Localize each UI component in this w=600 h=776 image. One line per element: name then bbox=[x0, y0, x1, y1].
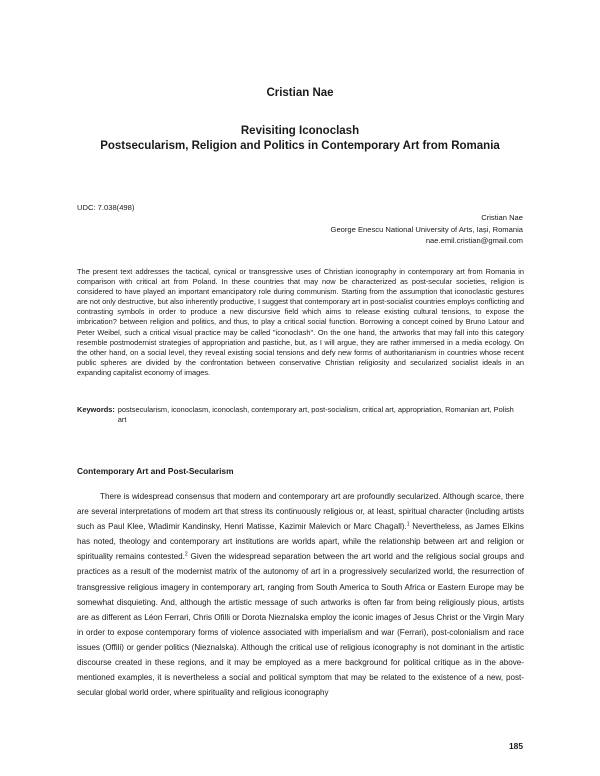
keywords bbox=[77, 405, 524, 425]
body-paragraph-part-1: There is widespread consensus that modern and contemporary art are profoundly secularized. Although scarce, there are several interpretations of modern art that stress its continuously religious or, at least, spiritual character (including artists such as Paul Klee, Wladimir Kandinsky, Henri Matisse, Kazimir Malevich or Marc Chagall). bbox=[77, 492, 524, 532]
abstract bbox=[77, 267, 524, 378]
title-line-2: Postsecularism, Religion and Politics in Contemporary Art from Romania bbox=[100, 140, 500, 152]
section-heading: Contemporary Art and Post-Secularism bbox=[77, 466, 234, 476]
body-paragraph-part-3: Given the widespread separation between the art world and the religious social groups and practices as a result of the modernist matrix of the autonomy of art in a progressively secularized world, the resurrection of transgressive religious imagery in contemporary art, ranging from South America to South Africa or Eastern Europe may be somewhat disquieting. And, although the artistic message of such artworks is often far from being religiously pious, artists are as different as Léon Ferrari, Chris Ofilli or Dorota Nieznalska employ the iconic images of Jesus Christ or the Virgin Mary in order to expose contemporary forms of violence associated with imperialism and war (Ferrari), post-colonialism and race issues (Offili) or gender politics (Nieznalska). Although the critical use of religious iconography is not dominant in the artistic discourse created in these regions, and it may be employed as a mere background for political critique as in the above-mentioned examples, it is nevertheless a social and political symptom that may be related to the existence of a new, post-secular global world order, where spirituality and religious iconography bbox=[77, 552, 524, 698]
footnote-ref-2: 2 bbox=[184, 551, 188, 558]
affiliation-institution: George Enescu National University of Arts, Iași, Romania bbox=[330, 224, 523, 234]
footnote-ref-1: 1 bbox=[406, 521, 410, 528]
abstract-text: The present text addresses the tactical, cynical or transgressive uses of Christian iconography in contemporary art from Romania in comparison with critical art from Poland. In these countries that may now be characterized as post-secular societies, religion is considered to have played an important emancipatory role during communism. Starting from the assumption that iconoclastic gestures are not only destructive, but also inherently productive, I suggest that contemporary art in post-socialist countries employs conflicting and contrasting symbols in order to produce a new discursive field which aims to release existing cultural tensions, to expose the imbrication? between religion and politics, and thus, to play a critical social function. Borrowing a concept coined by Bruno Latour and Peter Weibel, such a critical visual practice may be called "iconoclash". On the one hand, the artworks that may fall into this category resemble postmodernist strategies of appropriation and pastiche, but, as I will argue, they are rather immersed in a media ecology. On the other hand, on a social level, they reveal existing social tensions and defy new forms of authoritarianism in countries whose recent public spheres are divided by the confrontation between conservative Christian religiosity and secularized socialist ideals in an expanding capitalist economy of images. bbox=[77, 267, 524, 377]
article-title bbox=[0, 124, 600, 154]
body-text bbox=[77, 489, 524, 700]
body-paragraph-part-2: Nevertheless, as James Elkins has noted, theology and contemporary art institutions are worlds apart, while the relationship between art and religion or spirituality remains contested. bbox=[77, 522, 524, 562]
author-affiliation bbox=[123, 212, 523, 247]
keywords-label: Keywords: bbox=[77, 405, 115, 414]
author-name: Cristian Nae bbox=[266, 87, 334, 99]
title-line-1: Revisiting Iconoclash bbox=[240, 125, 360, 137]
affiliation-email: nae.emil.cristian@gmail.com bbox=[425, 236, 523, 245]
affiliation-name: Cristian Nae bbox=[481, 213, 523, 222]
page-number: 185 bbox=[509, 741, 523, 751]
keywords-text: postsecularism, iconoclasm, iconoclash, contemporary art, post-socialism, critical art, appropriation, Romanian art, Polish art bbox=[117, 405, 514, 425]
udc-code: UDC: 7.038(498) bbox=[77, 203, 135, 212]
body-paragraph bbox=[77, 489, 524, 700]
